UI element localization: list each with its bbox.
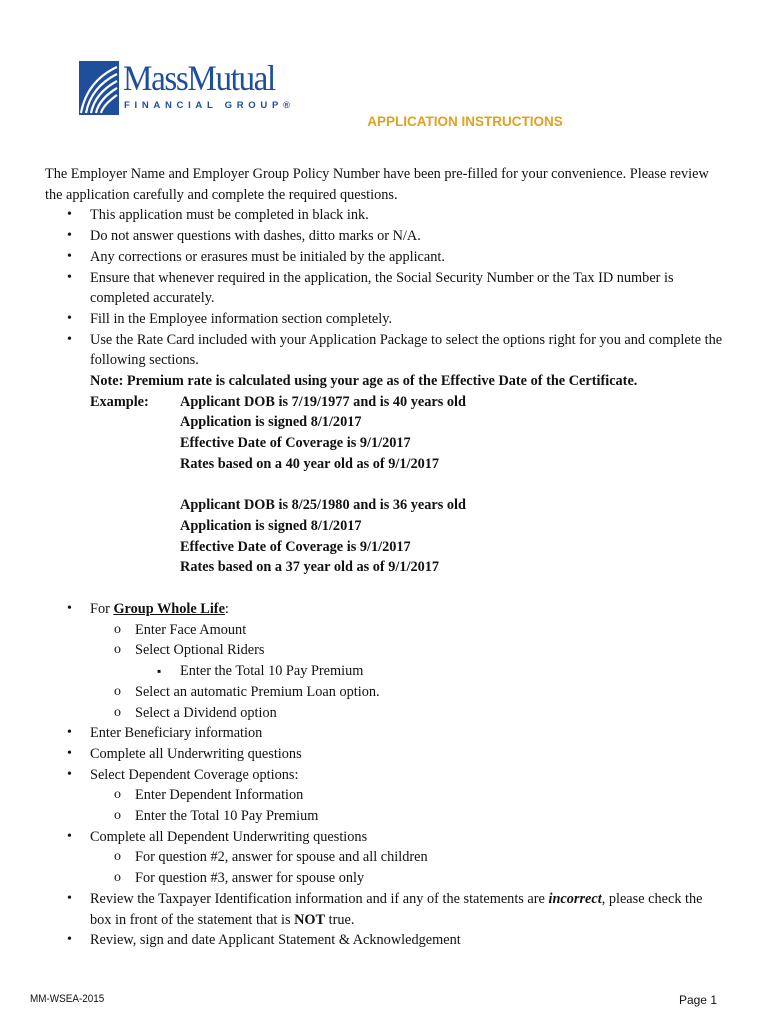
example-block <box>90 392 725 578</box>
group-whole-life-sublist <box>90 620 725 724</box>
example2-line: Applicant DOB is 8/25/1980 and is 36 years old <box>180 497 466 514</box>
logo-subtitle: FINANCIAL GROUP® <box>124 100 295 111</box>
list-item-rate-card <box>45 330 725 578</box>
example2-line: Effective Date of Coverage is 9/1/2017 <box>180 538 411 555</box>
example1-line: Effective Date of Coverage is 9/1/2017 <box>180 435 411 452</box>
list-item: • Review, sign and date Applicant Statement & Acknowledgement <box>45 930 725 951</box>
sub-list-item: o For question #2, answer for spouse and all children <box>90 847 725 868</box>
list-item: • Enter Beneficiary information <box>45 723 725 744</box>
example-label: Example: <box>90 393 149 410</box>
sub-list-item: o Select Optional Riders ▪ Enter the Total 10 Pay Premium <box>90 640 725 681</box>
premium-note: Note: Premium rate is calculated using your age as of the Effective Date of the Certificate. <box>90 373 638 390</box>
group-whole-life-label: Group Whole Life <box>113 601 225 618</box>
sub-list-item: o Select a Dividend option <box>90 703 725 724</box>
sub-list-item: o Enter the Total 10 Pay Premium <box>90 806 725 827</box>
form-id: MM-WSEA-2015 <box>30 993 105 1005</box>
list-item: • Complete all Underwriting questions <box>45 744 725 765</box>
example1-line: Applicant DOB is 7/19/1977 and is 40 years old <box>180 393 466 410</box>
page-title: APPLICATION INSTRUCTIONS <box>367 114 563 129</box>
intro-paragraph: The Employer Name and Employer Group Policy Number have been pre-filled for your convenience. Please review the application carefully and complete the required questions. <box>45 166 709 203</box>
massmutual-logo-mark-icon <box>79 61 119 115</box>
dependent-sublist <box>90 785 725 826</box>
list-item: • Any corrections or erasures must be initialed by the applicant. <box>45 247 725 268</box>
sub-list-item: o Enter Face Amount <box>90 620 725 641</box>
instructions-body <box>45 164 725 951</box>
list-item: • Ensure that whenever required in the application, the Social Security Number or the Tax ID number is completed accurately. <box>45 268 725 309</box>
list-item: • Do not answer questions with dashes, ditto marks or N/A. <box>45 226 725 247</box>
sub-list-item: o For question #3, answer for spouse only <box>90 868 725 889</box>
list-item: • This application must be completed in black ink. <box>45 205 725 226</box>
example1-line: Application is signed 8/1/2017 <box>180 414 362 431</box>
page-number: Page 1 <box>678 993 717 1007</box>
sub-list-item: o Enter Dependent Information <box>90 785 725 806</box>
instruction-list-bottom <box>45 599 725 951</box>
list-item-group-whole-life: • For Group Whole Life: o Enter Face Amount o Select Optional Riders ▪ Enter the Total 10 Pay Premium o Select an automatic Premium Loan option. o Select a Dividend option <box>45 599 725 723</box>
list-item: • Fill in the Employee information section completely. <box>45 309 725 330</box>
example1-line: Rates based on a 40 year old as of 9/1/2017 <box>180 455 440 472</box>
list-item-dependent-underwriting: • Complete all Dependent Underwriting questions o For question #2, answer for spouse and all children o For question #3, answer for spouse only <box>45 827 725 889</box>
example-lines <box>180 392 725 578</box>
sub-sub-list-item: ▪ Enter the Total 10 Pay Premium <box>135 661 725 682</box>
example2-line: Rates based on a 37 year old as of 9/1/2017 <box>180 559 440 576</box>
massmutual-logo <box>79 58 295 120</box>
sub-list-item: o Select an automatic Premium Loan option. <box>90 682 725 703</box>
list-item-taxpayer: • Review the Taxpayer Identification information and if any of the statements are incorrect, please check the box in front of the statement that is NOT true. <box>45 889 725 930</box>
instruction-list-top <box>45 205 725 578</box>
logo-wordmark: MassMutual <box>123 58 275 98</box>
rate-card-text: • Use the Rate Card included with your Application Package to select the options right for you and complete the following sections. <box>90 331 723 369</box>
riders-sublist <box>135 661 725 682</box>
example2-line: Application is signed 8/1/2017 <box>180 517 362 534</box>
dependent-underwriting-sublist <box>90 847 725 888</box>
list-item-dependent: • Select Dependent Coverage options: o Enter Dependent Information o Enter the Total 10 Pay Premium <box>45 765 725 827</box>
